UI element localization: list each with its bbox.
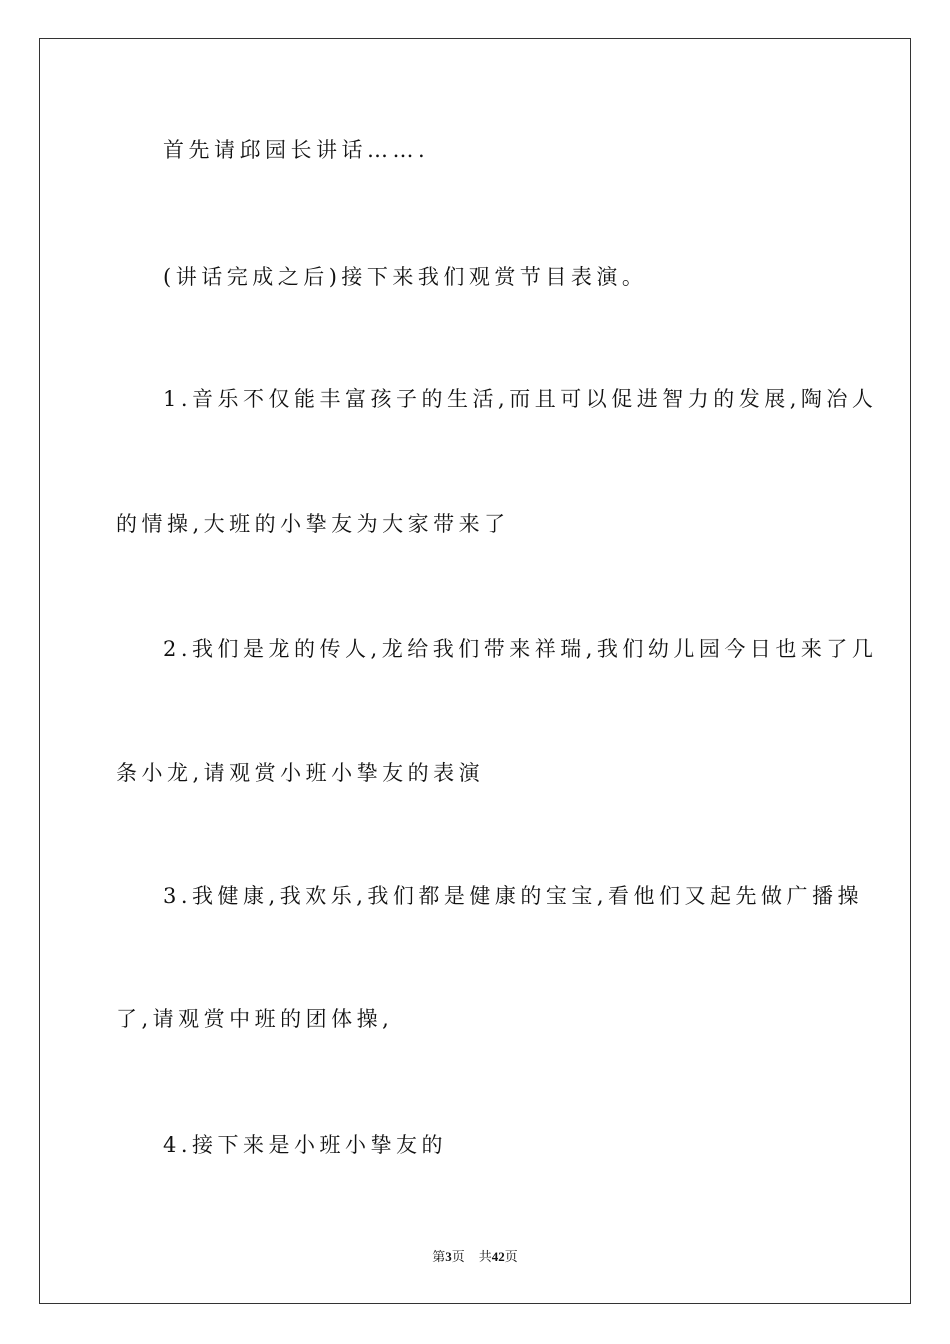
total-suffix: 页 <box>504 1249 518 1264</box>
page-suffix: 页 <box>451 1249 465 1264</box>
page-border <box>39 38 911 1304</box>
page-footer <box>0 1248 950 1266</box>
paragraph-item-3-line-2: 了,请观赏中班的团体操, <box>116 1007 394 1031</box>
paragraph-item-1-line-1: 1.音乐不仅能丰富孩子的生活,而且可以促进智力的发展,陶冶人 <box>163 387 878 411</box>
page-prefix: 第 <box>432 1249 446 1264</box>
total-pages: 42 <box>491 1249 505 1264</box>
paragraph-item-3-line-1: 3.我健康,我欢乐,我们都是健康的宝宝,看他们又起先做广播操 <box>163 884 864 908</box>
paragraph-opening-speech: 首先请邱园长讲话……. <box>163 138 430 162</box>
page-number: 3 <box>445 1249 452 1264</box>
paragraph-item-2-line-2: 条小龙,请观赏小班小挚友的表演 <box>116 761 485 785</box>
paragraph-program-intro: (讲话完成之后)接下来我们观赏节目表演。 <box>163 265 648 289</box>
paragraph-item-1-line-2: 的情操,大班的小挚友为大家带来了 <box>116 512 510 536</box>
paragraph-item-4: 4.接下来是小班小挚友的 <box>163 1133 448 1157</box>
total-prefix: 共 <box>478 1249 492 1264</box>
paragraph-item-2-line-1: 2.我们是龙的传人,龙给我们带来祥瑞,我们幼儿园今日也来了几 <box>163 637 878 661</box>
